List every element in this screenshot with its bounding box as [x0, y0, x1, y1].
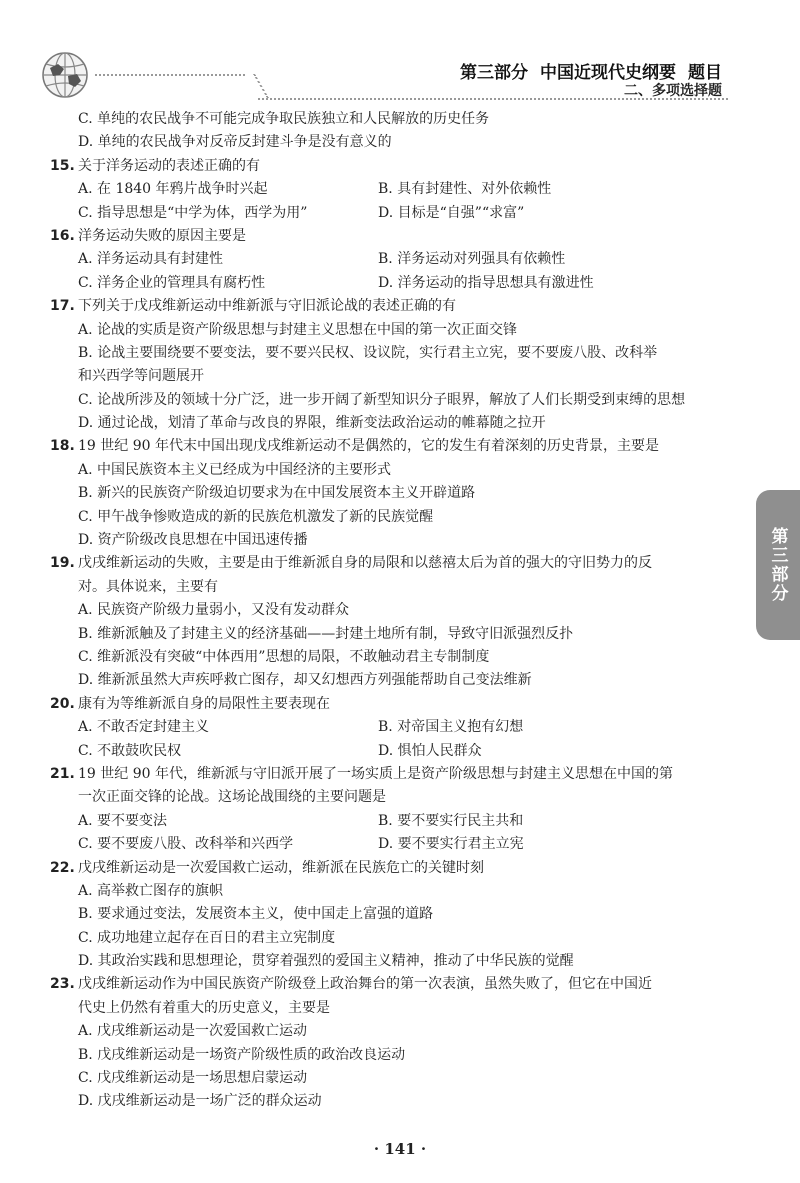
option-row	[50, 248, 730, 271]
question-text: 戊戌维新运动是一次爱国救亡运动，维新派在民族危亡的关键时刻	[78, 859, 484, 876]
question-number: 19.	[50, 555, 75, 572]
option-text: C. 论战所涉及的领域十分广泛，进一步开阔了新型知识分子眼界，解放了人们长期受到束缚的思想	[78, 391, 686, 408]
option-text: B. 洋务运动对列强具有依赖性	[378, 251, 566, 268]
option-text: A. 不敢否定封建主义	[78, 719, 210, 736]
option-text: D. 维新派虽然大声疾呼救亡图存，却又幻想西方列强能帮助自己变法维新	[78, 672, 532, 689]
option-text: D. 单纯的农民战争对反帝反封建斗争是没有意义的	[78, 134, 392, 151]
section-side-tab[interactable]: 第三部分	[756, 490, 800, 640]
option-row	[50, 202, 730, 225]
option-text: C. 戊戌维新运动是一场思想启蒙运动	[78, 1070, 308, 1087]
question-text: 戊戌维新运动的失败，主要是由于维新派自身的局限和以慈禧太后为首的强大的守旧势力的反	[78, 555, 652, 572]
option-text: D. 洋务运动的指导思想具有激进性	[378, 274, 594, 291]
question-text: 康有为等维新派自身的局限性主要表现在	[78, 695, 330, 712]
option-text: B. 要求通过变法，发展资本主义，使中国走上富强的道路	[78, 906, 434, 923]
header-rule-left	[95, 74, 245, 76]
question-stem	[50, 693, 730, 716]
question-number: 20.	[50, 695, 75, 712]
question-number: 21.	[50, 765, 75, 782]
globe-icon	[40, 50, 90, 100]
question-stem	[50, 155, 730, 178]
option-text: B. 要不要实行民主共和	[378, 812, 524, 829]
option-text: D. 惧怕人民群众	[378, 742, 482, 759]
option-row	[50, 740, 730, 763]
question-text: 下列关于戊戌维新运动中维新派与守旧派论战的表述正确的有	[78, 298, 456, 315]
option-text: C. 要不要废八股、改科举和兴西学	[78, 836, 294, 853]
question-text: 关于洋务运动的表述正确的有	[78, 157, 260, 174]
option-row	[50, 810, 730, 833]
question-list	[50, 108, 730, 1114]
option-text: D. 戊戌维新运动是一场广泛的群众运动	[78, 1093, 322, 1110]
header-subject: 中国近现代史纲要	[540, 63, 676, 83]
option-text: A. 论战的实质是资产阶级思想与封建主义思想在中国的第一次正面交锋	[78, 321, 518, 338]
question-number: 23.	[50, 976, 75, 993]
option-row	[50, 716, 730, 739]
option-text: A. 中国民族资本主义已经成为中国经济的主要形式	[78, 461, 392, 478]
option-text: B. 新兴的民族资产阶级迫切要求为在中国发展资本主义开辟道路	[78, 485, 476, 502]
question-number: 22.	[50, 859, 75, 876]
question-number: 18.	[50, 438, 75, 455]
header-part: 第三部分	[460, 63, 528, 83]
question-stem	[50, 857, 730, 880]
option-text: A. 民族资产阶级力量弱小，又没有发动群众	[78, 602, 350, 619]
option-text: D. 目标是“自强”“求富”	[378, 204, 525, 221]
option-text: C. 单纯的农民战争不可能完成争取民族独立和人民解放的历史任务	[78, 111, 490, 127]
option-row	[50, 178, 730, 201]
option-text: B. 戊戌维新运动是一场资产阶级性质的政治改良运动	[78, 1046, 406, 1063]
header-rule-join	[237, 74, 269, 98]
question-stem	[50, 763, 730, 786]
option-text: A. 要不要变法	[78, 812, 168, 829]
option-text: A. 在 1840 年鸦片战争时兴起	[78, 181, 268, 198]
question-stem	[50, 973, 730, 996]
option-text: C. 甲午战争惨败造成的新的民族危机激发了新的民族觉醒	[78, 508, 434, 525]
option-text: B. 维新派触及了封建主义的经济基础——封建土地所有制，导致守旧派强烈反扑	[78, 625, 574, 642]
question-text: 19 世纪 90 年代，维新派与守旧派开展了一场实质上是资产阶级思想与封建主义思想在中国的第	[78, 765, 673, 782]
option-row	[50, 272, 730, 295]
option-text: A. 洋务运动具有封建性	[78, 251, 224, 268]
text-continuation: 和兴西学等问题展开	[78, 368, 204, 385]
option-text: D. 要不要实行君主立宪	[378, 836, 524, 853]
option-text: C. 维新派没有突破“中体西用”思想的局限，不敢触动君主专制制度	[78, 648, 490, 665]
header-kind: 题目	[688, 63, 722, 83]
question-stem	[50, 552, 730, 575]
option-text: C. 不敢鼓吹民权	[78, 742, 182, 759]
option-text: C. 洋务企业的管理具有腐朽性	[78, 274, 266, 291]
text-continuation: 代史上仍然有着重大的历史意义，主要是	[78, 999, 330, 1016]
question-stem	[50, 295, 730, 318]
option-text: B. 具有封建性、对外依赖性	[378, 181, 552, 198]
option-text: D. 通过论战，划清了革命与改良的界限，维新变法政治运动的帷幕随之拉开	[78, 415, 546, 432]
page-header	[0, 0, 800, 110]
option-text: C. 成功地建立起存在百日的君主立宪制度	[78, 929, 336, 946]
header-section: 二、多项选择题	[624, 83, 722, 99]
option-text: A. 戊戌维新运动是一次爱国救亡运动	[78, 1023, 308, 1040]
option-text: D. 资产阶级改良思想在中国迅速传播	[78, 532, 308, 549]
question-number: 15.	[50, 157, 75, 174]
question-stem	[50, 435, 730, 458]
option-row	[50, 833, 730, 856]
question-number: 16.	[50, 227, 75, 244]
question-text: 19 世纪 90 年代末中国出现戊戌维新运动不是偶然的，它的发生有着深刻的历史背景，主要是	[78, 438, 659, 455]
option-text: C. 指导思想是“中学为体，西学为用”	[78, 204, 308, 221]
page-number: · 141 ·	[373, 1140, 427, 1158]
option-text: D. 其政治实践和思想理论，贯穿着强烈的爱国主义精神，推动了中华民族的觉醒	[78, 953, 574, 970]
option-text: B. 对帝国主义抱有幻想	[378, 719, 524, 736]
question-text: 洋务运动失败的原因主要是	[78, 227, 246, 244]
question-text: 戊戌维新运动作为中国民族资产阶级登上政治舞台的第一次表演，虽然失败了，但它在中国近	[78, 976, 652, 993]
question-number: 17.	[50, 298, 75, 315]
text-continuation: 对。具体说来，主要有	[78, 578, 218, 595]
question-stem	[50, 225, 730, 248]
text-continuation: 一次正面交锋的论战。这场论战围绕的主要问题是	[78, 789, 386, 806]
option-text: B. 论战主要围绕要不要变法，要不要兴民权、设议院，实行君主立宪，要不要废八股、改科举	[78, 344, 658, 361]
option-text: A. 高举救亡图存的旗帜	[78, 882, 224, 899]
